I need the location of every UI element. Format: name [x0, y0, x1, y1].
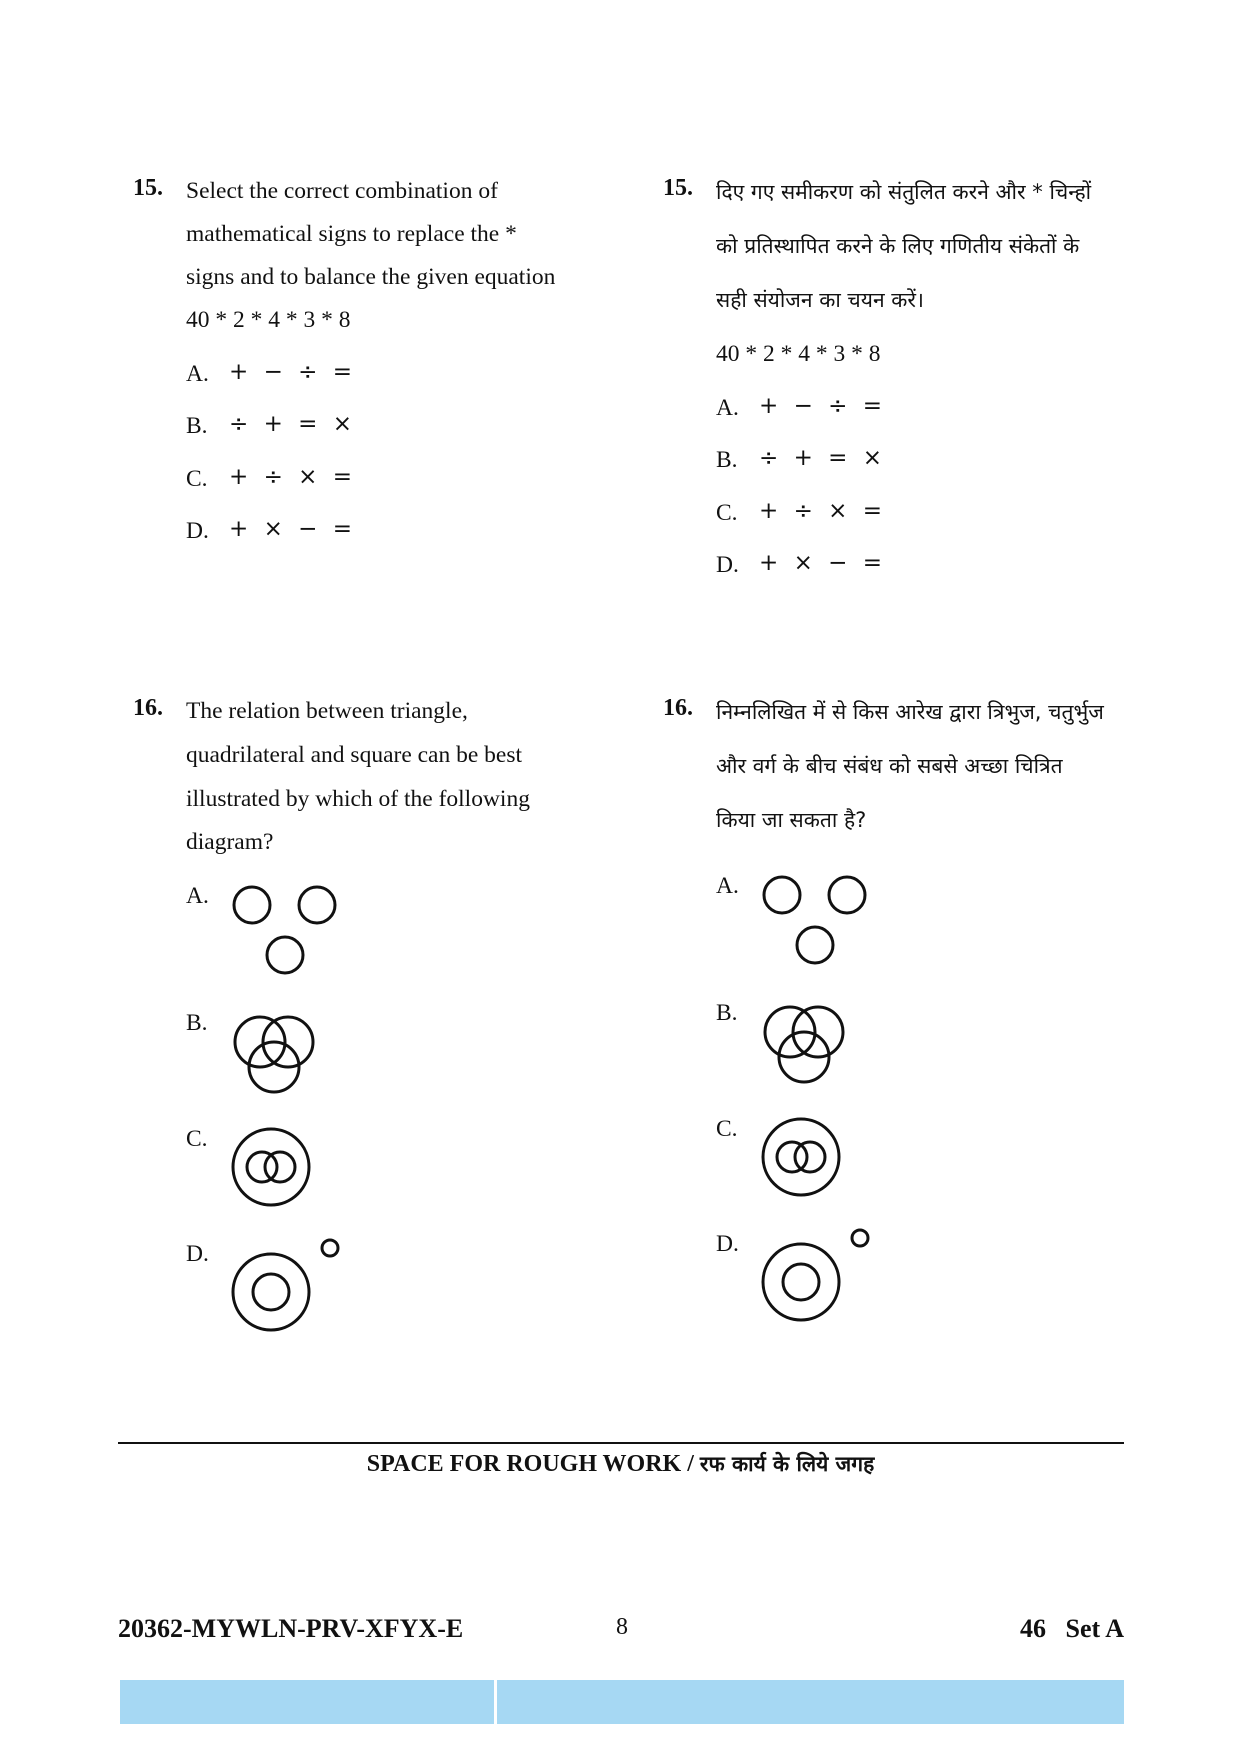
footer-band-left	[120, 1680, 494, 1724]
diagram-concentric-circles-and-small-circle	[230, 1235, 350, 1340]
diagram-three-separate-circles	[230, 883, 340, 978]
option-a-letter: A.	[186, 883, 209, 909]
question-text-line: illustrated by which of the following	[186, 786, 530, 812]
question-text-line: signs and to balance the given equation	[186, 264, 556, 290]
option-a-letter: A.	[186, 361, 209, 387]
question-text-line: quadrilateral and square can be best	[186, 742, 523, 768]
diagram-three-overlapping-circles	[760, 1000, 850, 1100]
question-number: 16.	[663, 695, 693, 721]
option-d-signs: + × − =	[759, 550, 887, 576]
question-text-line: सही संयोजन का चयन करें।	[716, 288, 924, 312]
rough-work-divider	[118, 1442, 1124, 1444]
option-b-letter: B.	[186, 413, 208, 439]
question-text-line: निम्नलिखित में से किस आरेख द्वारा त्रिभुज, चतुर्भुज	[716, 700, 1104, 724]
equation: 40 * 2 * 4 * 3 * 8	[186, 307, 351, 333]
option-a-signs: + − ÷ =	[759, 393, 887, 419]
option-b-letter: B.	[716, 447, 738, 473]
option-b-letter: B.	[716, 1000, 738, 1026]
option-a-letter: A.	[716, 395, 739, 421]
option-c-letter: C.	[716, 1116, 738, 1142]
question-text-line: The relation between triangle,	[186, 698, 468, 724]
option-b-letter: B.	[186, 1010, 208, 1036]
diagram-three-overlapping-circles	[230, 1010, 320, 1110]
diagram-three-separate-circles	[760, 873, 870, 968]
question-text-line: Select the correct combination of	[186, 178, 498, 204]
page-number: 8	[616, 1614, 628, 1640]
set-label: 46 Set A	[1020, 1614, 1124, 1643]
option-d-letter: D.	[716, 1231, 739, 1257]
option-c-letter: C.	[716, 500, 738, 526]
diagram-two-circles-inside-large-circle	[760, 1116, 850, 1206]
option-b-signs: ÷ + = ×	[759, 445, 887, 471]
option-b-signs: ÷ + = ×	[229, 411, 357, 437]
option-d-letter: D.	[186, 1241, 209, 1267]
question-number: 15.	[663, 175, 693, 201]
rough-work-heading	[0, 1450, 1241, 1478]
footer-band-right	[497, 1680, 1124, 1724]
question-number: 16.	[133, 695, 163, 721]
option-c-signs: + ÷ × =	[229, 464, 357, 490]
option-c-letter: C.	[186, 1126, 208, 1152]
option-c-letter: C.	[186, 466, 208, 492]
option-a-letter: A.	[716, 873, 739, 899]
rough-work-en: SPACE FOR ROUGH WORK /	[366, 1451, 700, 1477]
diagram-two-circles-inside-large-circle	[230, 1126, 320, 1216]
question-text-line: दिए गए समीकरण को संतुलित करने और * चिन्हों	[716, 180, 1092, 204]
question-text-line: mathematical signs to replace the *	[186, 221, 517, 247]
option-a-signs: + − ÷ =	[229, 359, 357, 385]
question-number: 15.	[133, 175, 163, 201]
rough-work-hi: रफ कार्य के लिये जगह	[699, 1452, 875, 1476]
question-text-line: किया जा सकता है?	[716, 808, 867, 832]
diagram-concentric-circles-and-small-circle	[760, 1225, 880, 1330]
question-text-line: को प्रतिस्थापित करने के लिए गणितीय संकेतों के	[716, 234, 1080, 258]
question-text-line: और वर्ग के बीच संबंध को सबसे अच्छा चित्रित	[716, 754, 1063, 778]
question-text-line: diagram?	[186, 829, 274, 855]
option-c-signs: + ÷ × =	[759, 498, 887, 524]
option-d-letter: D.	[186, 518, 209, 544]
booklet-code: 20362-MYWLN-PRV-XFYX-E	[118, 1614, 464, 1643]
option-d-signs: + × − =	[229, 516, 357, 542]
equation: 40 * 2 * 4 * 3 * 8	[716, 341, 881, 367]
option-d-letter: D.	[716, 552, 739, 578]
